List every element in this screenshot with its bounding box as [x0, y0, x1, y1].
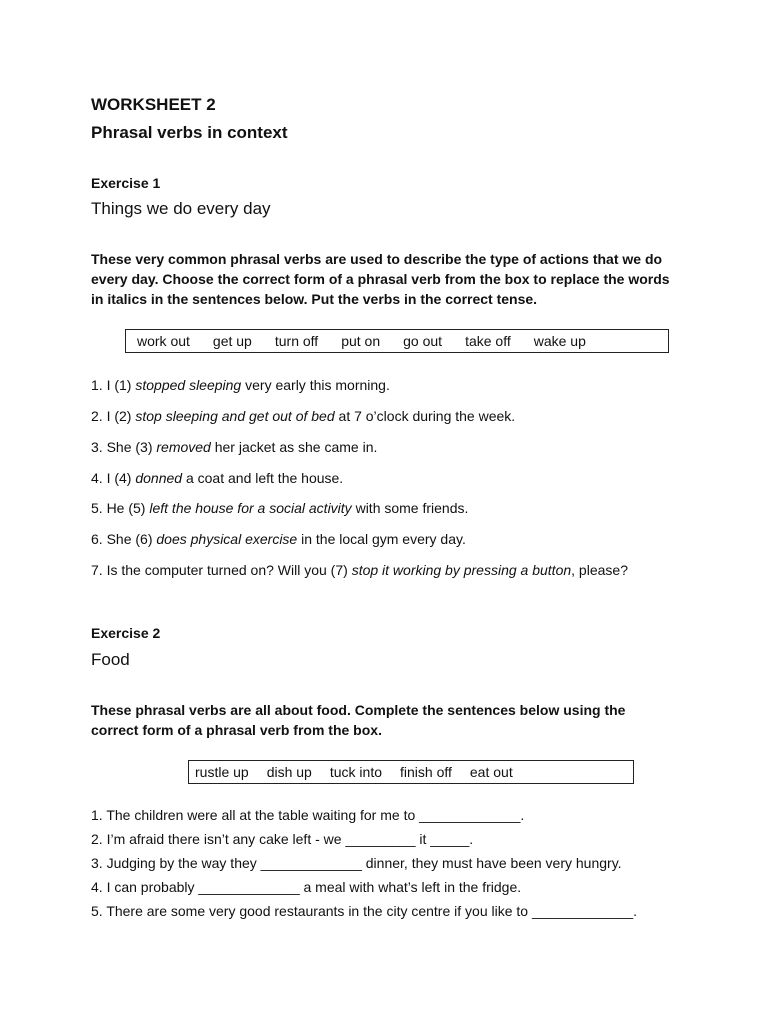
word-box-item: eat out — [469, 764, 513, 780]
exercise-2-sentence: 5. There are some very good restaurants in the city centre if you like to _____________. — [91, 903, 638, 919]
exercise-2-instructions: These phrasal verbs are all about food. Complete the sentences below using the correct form of a phrasal verb from the box. — [91, 702, 626, 738]
word-box-item: dish up — [266, 764, 312, 780]
sentence-italic: donned — [135, 470, 183, 486]
word-box-item: tuck into — [329, 764, 382, 780]
sentence-text: 1. I (1) — [91, 377, 136, 393]
word-box-item: rustle up — [195, 764, 249, 780]
sentence-italic: stop it working by pressing a button — [351, 562, 572, 578]
sentence-text: 2. I (2) — [91, 408, 136, 424]
sentence-text: with some friends. — [351, 500, 469, 516]
word-box-item: turn off — [274, 333, 319, 349]
exercise-1-sentence — [91, 470, 343, 486]
exercise-2-sentence: 4. I can probably _____________ a meal with what’s left in the fridge. — [91, 879, 522, 895]
sentence-text: in the local gym every day. — [297, 531, 466, 547]
word-box-item: wake up — [533, 333, 586, 349]
sentence-italic: does physical exercise — [156, 531, 298, 547]
sentence-text: 5. He (5) — [91, 500, 150, 516]
word-box-item: get up — [212, 333, 252, 349]
exercise-1-sentence — [91, 500, 468, 516]
sentence-text: 4. I (4) — [91, 470, 136, 486]
exercise-2-sentence: 3. Judging by the way they _____________ dinner, they must have been very hungry. — [91, 855, 622, 871]
exercise-1-instructions: These very common phrasal verbs are used to describe the type of actions that we do every day. Choose the correct form of a phrasal verb from the box to replace the words in italics in the sentences below. Put the verbs in the correct tense. — [91, 251, 670, 307]
sentence-text: at 7 o’clock during the week. — [334, 408, 516, 424]
exercise-2-sentence: 1. The children were all at the table waiting for me to _____________. — [91, 807, 525, 823]
exercise-1-sentence — [91, 408, 515, 424]
exercise-1-word-box — [125, 329, 669, 353]
sentence-text: very early this morning. — [241, 377, 390, 393]
sentence-text: 6. She (6) — [91, 531, 157, 547]
sentence-italic: left the house for a social activity — [149, 500, 352, 516]
exercise-1-label: Exercise 1 — [91, 175, 161, 191]
word-box-item: put on — [341, 333, 381, 349]
sentence-text: a coat and left the house. — [182, 470, 344, 486]
sentence-text: her jacket as she came in. — [210, 439, 378, 455]
exercise-2-heading: Food — [91, 650, 130, 669]
worksheet-title: WORKSHEET 2 — [91, 95, 216, 114]
word-box-item: take off — [465, 333, 511, 349]
worksheet-subtitle: Phrasal verbs in context — [91, 123, 288, 142]
exercise-2-word-box — [188, 760, 634, 784]
exercise-1-heading: Things we do every day — [91, 199, 271, 218]
word-box-item: go out — [403, 333, 443, 349]
sentence-text: , please? — [571, 562, 628, 578]
exercise-1-sentence — [91, 562, 628, 578]
word-box-item: finish off — [400, 764, 452, 780]
exercise-1-sentence — [91, 439, 377, 455]
word-box-item: work out — [137, 333, 190, 349]
exercise-1-sentence — [91, 531, 466, 547]
sentence-text: 3. She (3) — [91, 439, 157, 455]
sentence-italic: stop sleeping and get out of bed — [135, 408, 335, 424]
sentence-italic: removed — [156, 439, 211, 455]
exercise-1-sentence — [91, 377, 390, 393]
sentence-italic: stopped sleeping — [135, 377, 242, 393]
sentence-text: 7. Is the computer turned on? Will you (7) — [91, 562, 352, 578]
exercise-2-label: Exercise 2 — [91, 625, 161, 641]
exercise-2-sentence: 2. I’m afraid there isn’t any cake left - we _________ it _____. — [91, 831, 474, 847]
